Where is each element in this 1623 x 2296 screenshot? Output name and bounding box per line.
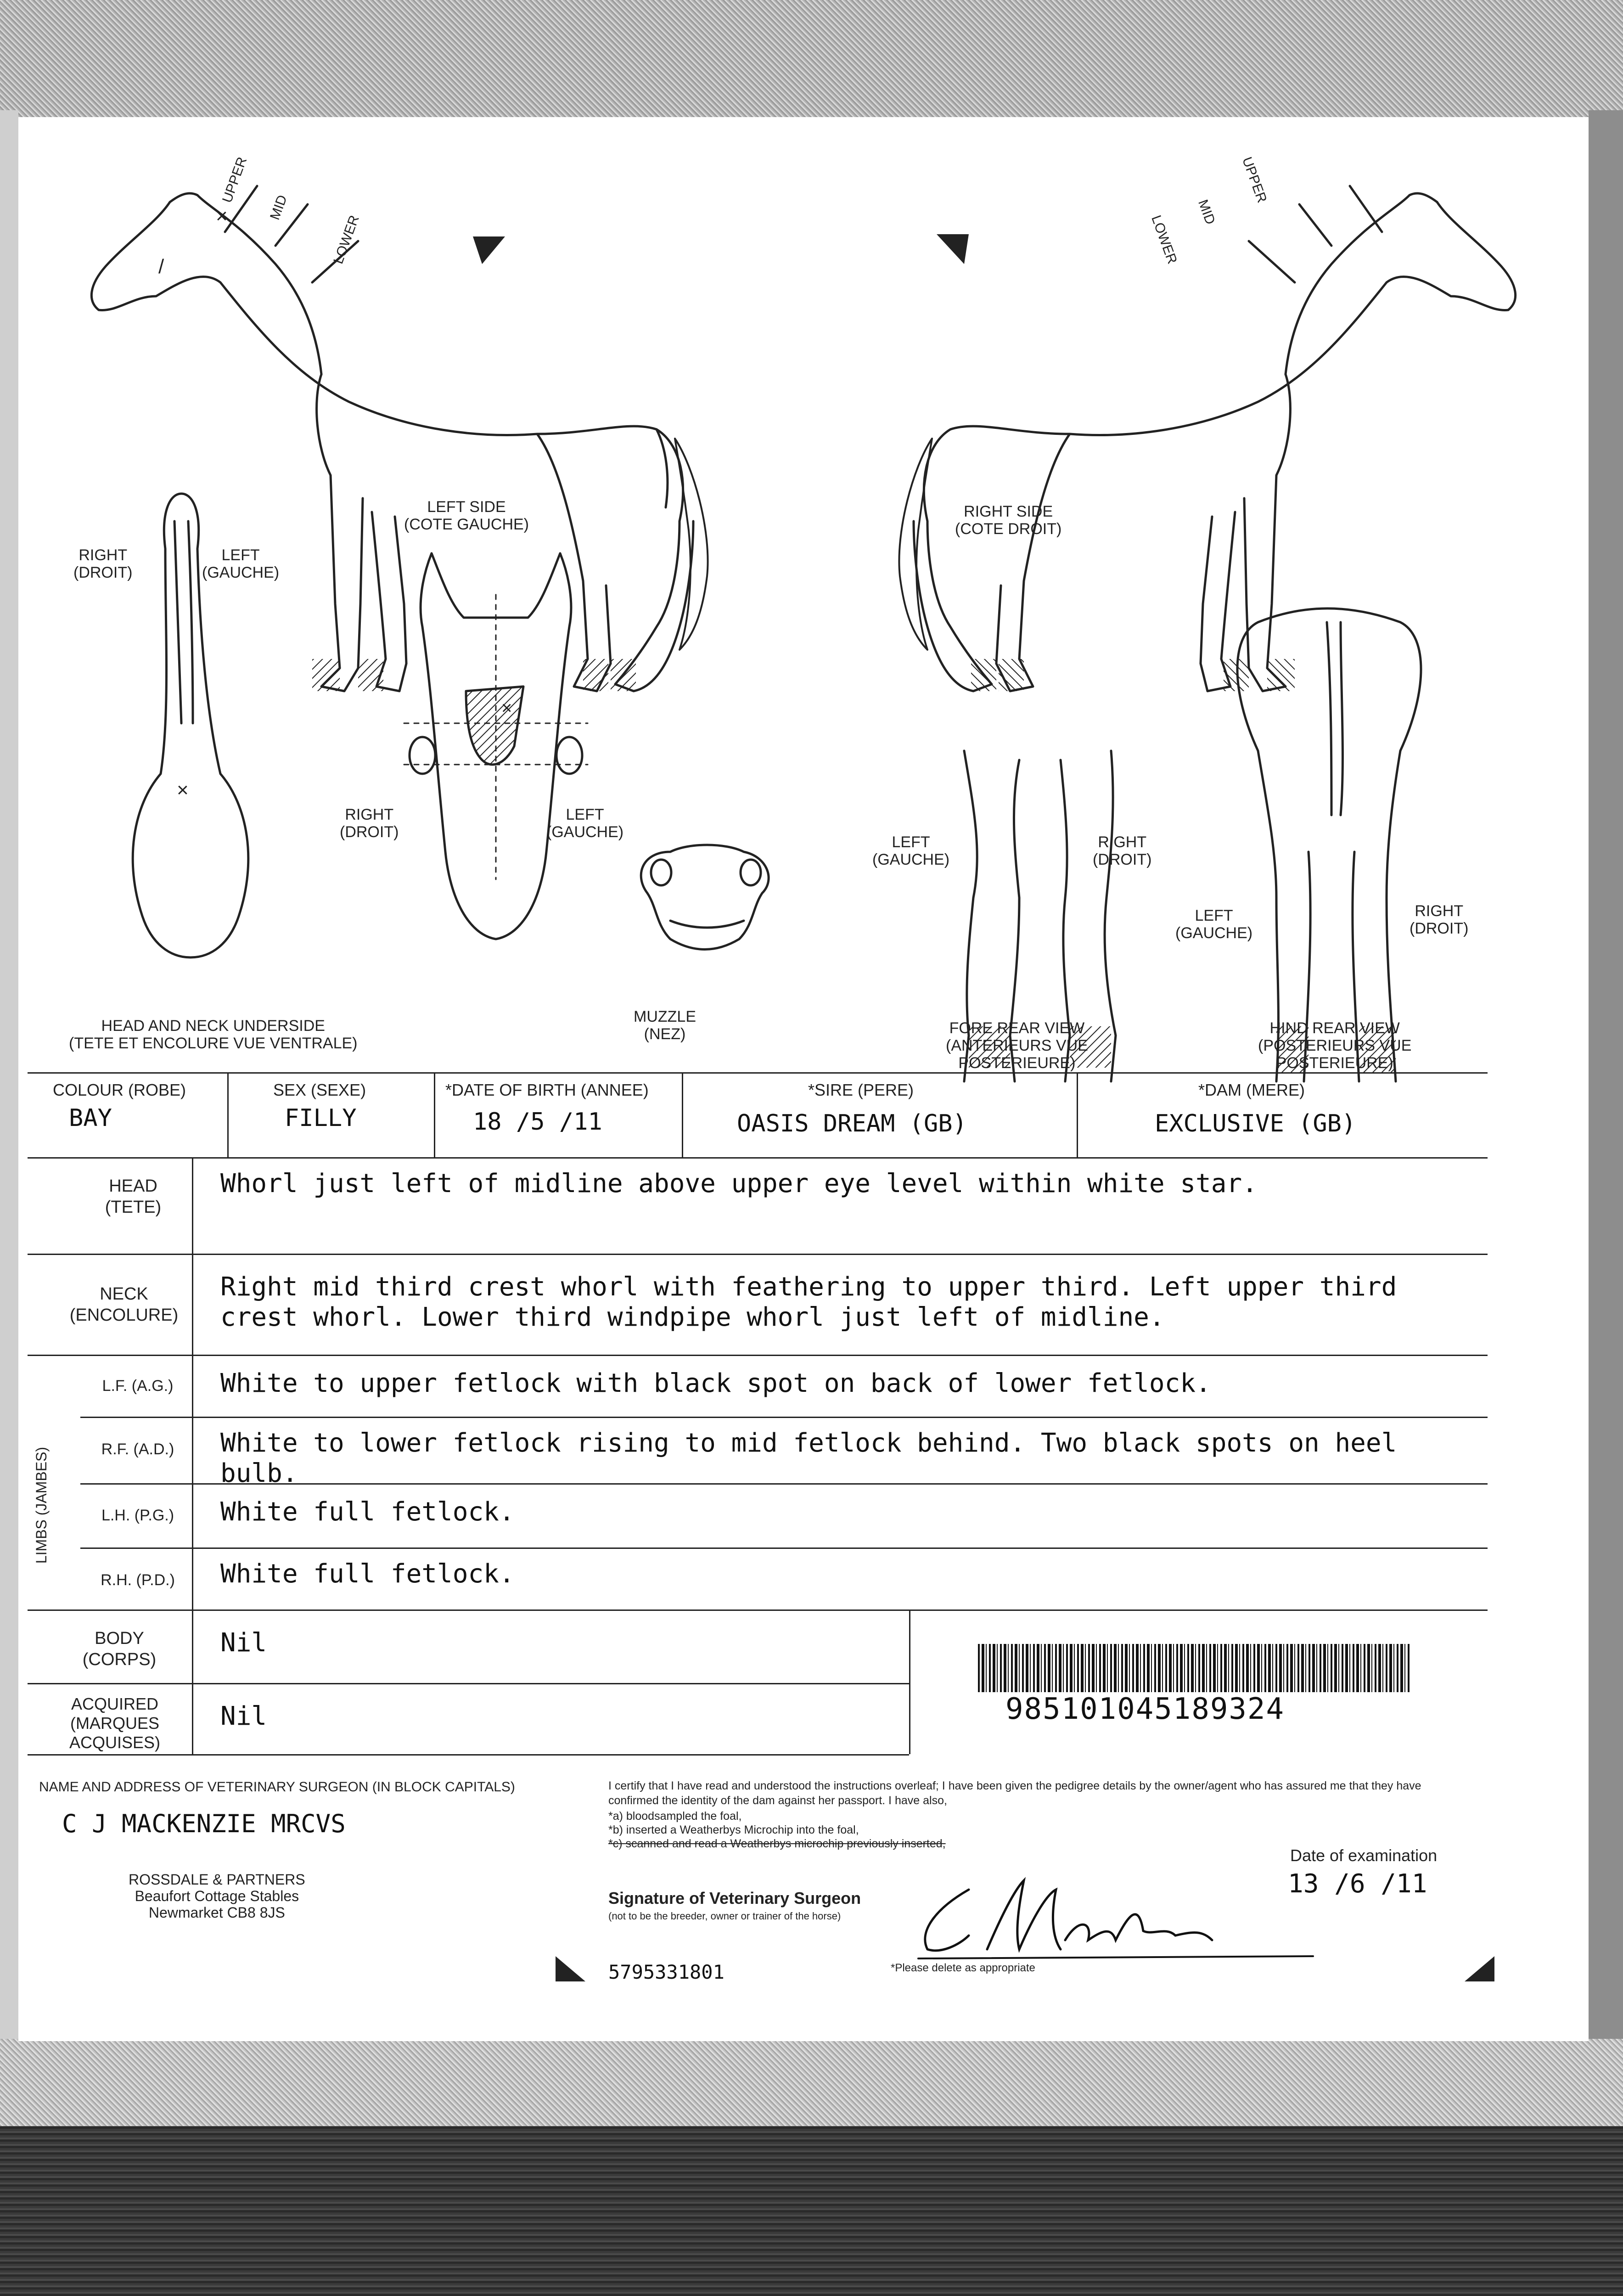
caption-underside: HEAD AND NECK UNDERSIDE (TETE ET ENCOLURE VUE VENTRALE) xyxy=(69,1017,358,1052)
svg-text:×: × xyxy=(501,698,512,718)
rule xyxy=(28,1683,909,1684)
corner-marker-icon xyxy=(1465,1956,1497,1984)
vet-name-label: NAME AND ADDRESS OF VETERINARY SURGEON (IN BLOCK CAPITALS) xyxy=(39,1779,515,1795)
rule xyxy=(434,1072,435,1157)
left-side-label: LEFT SIDE (COTE GAUCHE) xyxy=(404,498,529,533)
rule xyxy=(227,1072,229,1157)
right-side-label: RIGHT SIDE (COTE DROIT) xyxy=(955,503,1062,538)
horse-right-side xyxy=(899,186,1515,691)
underside-left-label: LEFT (GAUCHE) xyxy=(202,546,280,581)
body-marking-text: Nil xyxy=(220,1628,267,1658)
rule xyxy=(28,1072,1488,1074)
head-right-label: RIGHT (DROIT) xyxy=(340,806,399,841)
colour-value: BAY xyxy=(69,1104,112,1132)
colour-label: COLOUR (ROBE) xyxy=(53,1080,186,1099)
cert-item-c: *c) scanned and read a Weatherbys microchip previously inserted, xyxy=(608,1837,946,1850)
date-label: Date of examination xyxy=(1290,1846,1438,1865)
neck-row-label: NECK (ENCOLURE) xyxy=(69,1284,179,1325)
dam-label: *DAM (MERE) xyxy=(1198,1080,1305,1099)
head-front xyxy=(404,553,588,939)
caption-hind-rear: HIND REAR VIEW (POSTERIEURS VUE POSTERIEURE) xyxy=(1258,1019,1412,1072)
sex-value: FILLY xyxy=(285,1104,357,1132)
passport-page xyxy=(18,117,1589,2041)
signature-label: Signature of Veterinary Surgeon xyxy=(608,1889,861,1908)
rule xyxy=(80,1417,1488,1418)
neck-upper-label: UPPER xyxy=(219,155,250,205)
examination-date: 13 /6 /11 xyxy=(1288,1869,1427,1899)
fore-right-label: RIGHT (DROIT) xyxy=(1093,833,1152,868)
rule xyxy=(682,1072,683,1157)
sire-value: OASIS DREAM (GB) xyxy=(737,1110,967,1137)
cert-item-a: *a) bloodsampled the foal, xyxy=(608,1810,742,1823)
corner-marker-icon xyxy=(473,236,505,264)
rf-marking-text: White to lower fetlock rising to mid fetlock behind. Two black spots on heel bulb. xyxy=(220,1428,1397,1488)
sire-label: *SIRE (PERE) xyxy=(808,1080,914,1099)
acquired-marking-text: Nil xyxy=(220,1701,267,1731)
neck-lower-label-right: LOWER xyxy=(1148,213,1180,266)
head-row-label: HEAD (TETE) xyxy=(105,1176,162,1217)
fore-left-label: LEFT (GAUCHE) xyxy=(872,833,950,868)
dam-value: EXCLUSIVE (GB) xyxy=(1155,1110,1356,1137)
neck-mid-label-right: MID xyxy=(1195,197,1218,227)
corner-marker-icon xyxy=(556,1956,588,1984)
neck-mid-label: MID xyxy=(267,193,290,222)
scan-border-left xyxy=(0,110,18,2048)
hind-left-label: LEFT (GAUCHE) xyxy=(1175,907,1253,942)
underside-right-label: RIGHT (DROIT) xyxy=(73,546,133,581)
hind-rear-view xyxy=(1237,608,1421,1081)
cert-item-b: *b) inserted a Weatherbys Microchip into the foal, xyxy=(608,1823,859,1836)
limbs-label: LIMBS (JAMBES) xyxy=(33,1446,50,1564)
sex-label: SEX (SEXE) xyxy=(273,1080,366,1099)
microchip-barcode xyxy=(978,1644,1410,1692)
lf-marking-text: White to upper fetlock with black spot on back of lower fetlock. xyxy=(220,1368,1211,1398)
lf-label: L.F. (A.G.) xyxy=(102,1377,174,1395)
scan-border-bottom xyxy=(0,2039,1623,2296)
vet-address: ROSSDALE & PARTNERS Beaufort Cottage Stables Newmarket CB8 8JS xyxy=(129,1871,305,1921)
delete-note: *Please delete as appropriate xyxy=(891,1962,1035,1974)
rule xyxy=(909,1609,910,1754)
rule xyxy=(28,1355,1488,1356)
rule xyxy=(80,1548,1488,1549)
rf-label: R.F. (A.D.) xyxy=(101,1441,174,1458)
rh-marking-text: White full fetlock. xyxy=(220,1559,515,1589)
acquired-row-label: ACQUIRED (MARQUES ACQUISES) xyxy=(69,1694,161,1752)
caption-fore-rear: FORE REAR VIEW (ANTERIEURS VUE POSTERIEURE) xyxy=(946,1019,1088,1072)
rule xyxy=(28,1157,1488,1159)
svg-text:×: × xyxy=(177,779,189,801)
rule xyxy=(192,1157,193,1754)
svg-text:/: / xyxy=(158,255,164,278)
rule xyxy=(28,1609,1488,1611)
scan-border-top xyxy=(0,0,1623,119)
svg-text:×: × xyxy=(216,205,228,227)
muzzle-drawing xyxy=(641,845,769,950)
vet-name: C J MACKENZIE MRCVS xyxy=(62,1809,346,1838)
dob-label: *DATE OF BIRTH (ANNEE) xyxy=(445,1080,649,1099)
rule xyxy=(1077,1072,1078,1157)
signature-sublabel: (not to be the breeder, owner or trainer of the horse) xyxy=(608,1910,841,1922)
body-row-label: BODY (CORPS) xyxy=(82,1629,157,1669)
corner-marker-icon xyxy=(937,234,969,264)
lh-marking-text: White full fetlock. xyxy=(220,1497,515,1527)
certification-text: I certify that I have read and understood the instructions overleaf; I have been given the pedigree details by the owner/agent who has assured me that they have confirmed the identity of the dam against her passport. I have also, xyxy=(608,1779,1421,1807)
identification-diagram xyxy=(18,117,1589,1091)
caption-muzzle: MUZZLE (NEZ) xyxy=(634,1008,696,1043)
rh-label: R.H. (P.D.) xyxy=(101,1571,175,1589)
rule xyxy=(28,1754,909,1756)
rule xyxy=(28,1254,1488,1255)
horse-left-side xyxy=(91,186,708,691)
microchip-number: 985101045189324 xyxy=(1005,1692,1285,1726)
vet-signature xyxy=(909,1862,1322,1963)
head-left-label: LEFT (GAUCHE) xyxy=(546,806,624,841)
hind-right-label: RIGHT (DROIT) xyxy=(1410,902,1469,937)
scan-border-right xyxy=(1589,110,1623,2048)
lh-label: L.H. (P.G.) xyxy=(101,1507,174,1524)
head-marking-text: Whorl just left of midline above upper eye level within white star. xyxy=(220,1169,1258,1199)
reference-number: 5795331801 xyxy=(608,1961,724,1983)
neck-marking-text: Right mid third crest whorl with feathering to upper third. Left upper third crest whorl. Lower third windpipe whorl just left of midline. xyxy=(220,1272,1397,1332)
neck-upper-label-right: UPPER xyxy=(1239,155,1270,205)
neck-lower-label: LOWER xyxy=(331,213,362,266)
dob-value: 18 /5 /11 xyxy=(473,1108,602,1136)
